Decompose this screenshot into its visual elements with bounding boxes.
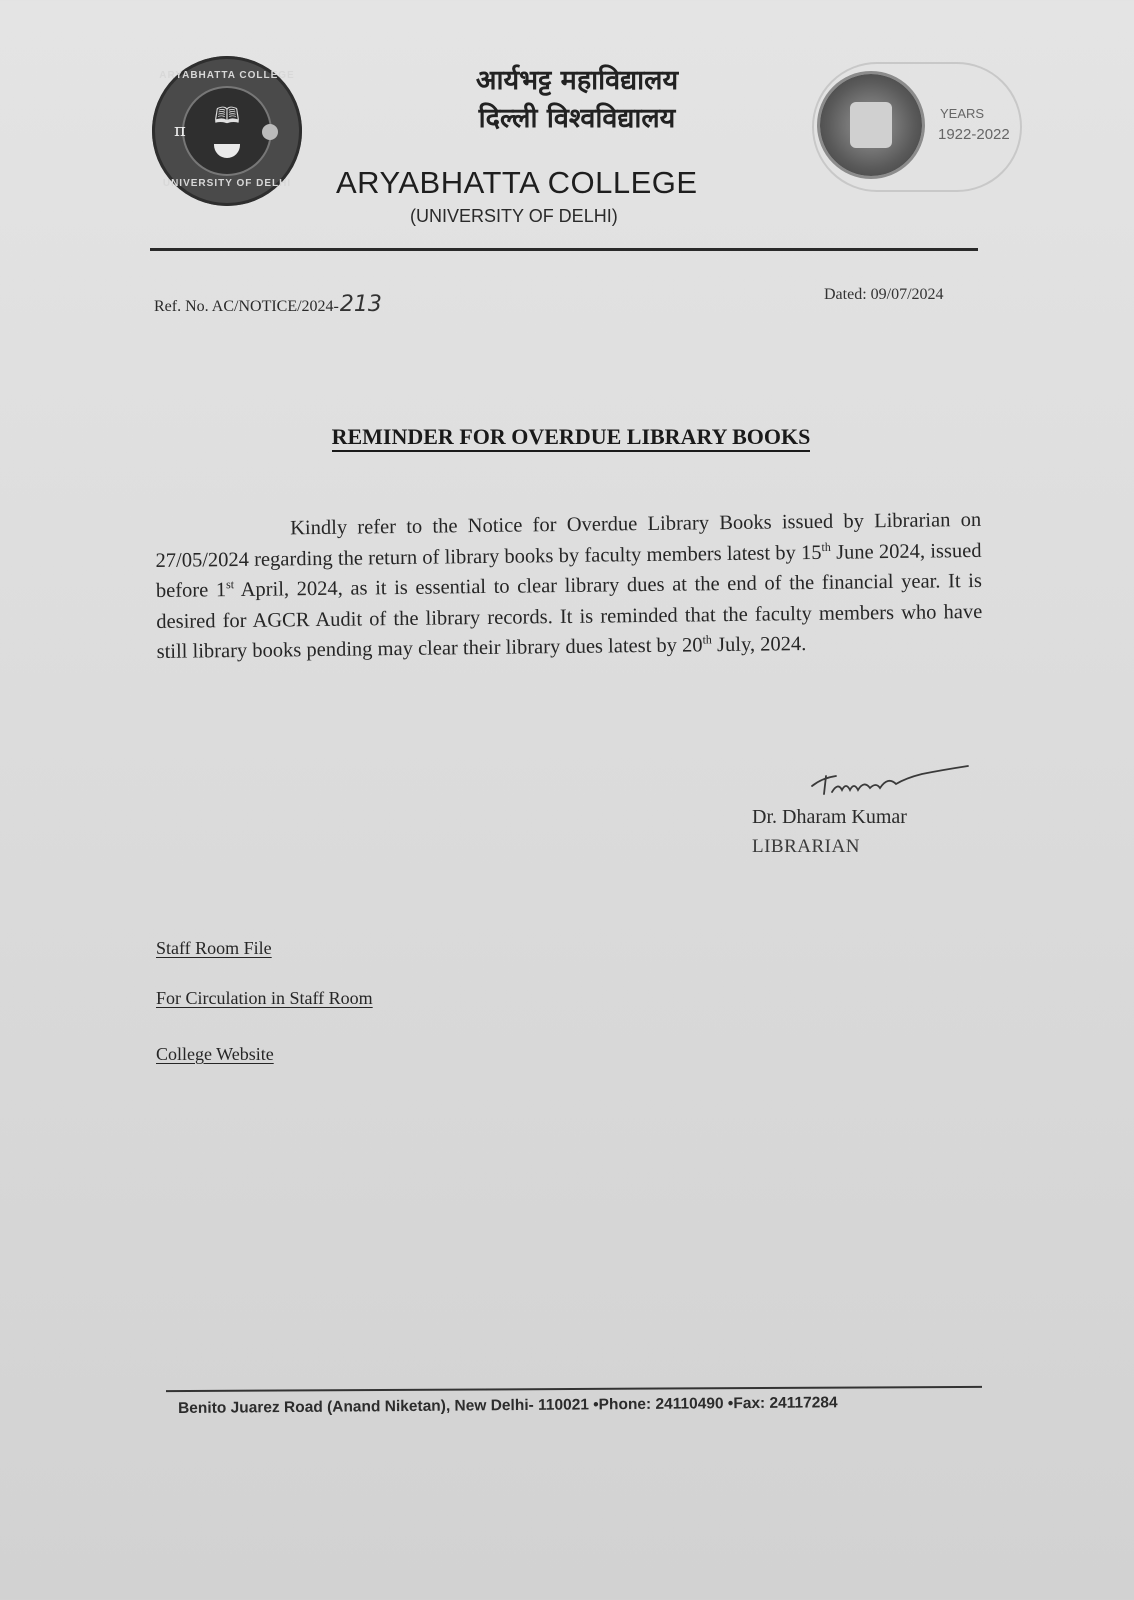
ref-value: AC/NOTICE/2024- (211, 298, 339, 315)
signatory-name: Dr. Dharam Kumar (752, 806, 907, 828)
ref-label: Ref. No. (154, 298, 209, 315)
footer-address: Benito Juarez Road (Anand Niketan), New Delhi- 110021 •Phone: 24110490 •Fax: 24117284 (178, 1394, 838, 1417)
reference-number (154, 292, 382, 317)
pi-symbol: π (174, 120, 186, 141)
logo-ring-text-bottom: UNIVERSITY OF DELHI (162, 178, 292, 189)
body-sup-3: th (702, 632, 712, 647)
hindi-college-name: आर्यभट्ट महाविद्यालय (475, 65, 679, 96)
ref-handwritten-number: 213 (339, 292, 382, 317)
body-sup-1: th (821, 539, 831, 554)
circulation-item-staff-room: For Circulation in Staff Room (156, 988, 373, 1008)
centenary-logo (812, 62, 1022, 192)
dated-label: Dated: (824, 286, 867, 303)
notice-title (0, 424, 1134, 450)
body-part-1: Kindly refer to the Notice for Overdue Library Books issued by Librarian on 27/05/2024 regarding the return of library books by faculty members latest by 15 (155, 508, 982, 572)
dated-value: 09/07/2024 (870, 286, 944, 303)
body-part-2: June 2024, issued before 1 (155, 539, 982, 602)
notice-body (155, 505, 983, 668)
notice-title-text: REMINDER FOR OVERDUE LIBRARY BOOKS (332, 424, 811, 452)
book-icon: 🕮 (214, 104, 240, 129)
university-name: (UNIVERSITY OF DELHI) (410, 206, 618, 226)
body-part-3: April, 2024, as it is essential to clear library dues at the end of the financial year. It is desired for AGCR Audit of the library records. It is reminded that the faculty members who have still library books pending may clear their library dues latest by 20 (156, 569, 983, 663)
signatory-designation: LIBRARIAN (752, 836, 860, 857)
handwritten-signature (792, 764, 992, 804)
notice-date (824, 286, 944, 304)
header-divider (150, 248, 978, 251)
hindi-university-name: दिल्ली विश्वविद्यालय (478, 103, 676, 134)
seal-center (850, 102, 892, 148)
centenary-years-range: 1922-2022 (938, 126, 1010, 143)
circulation-item-staff-room-file: Staff Room File (156, 938, 272, 958)
body-part-4: July, 2024. (711, 633, 807, 657)
college-name: ARYABHATTA COLLEGE (336, 165, 698, 200)
university-seal-icon (820, 74, 922, 176)
centenary-years-label: YEARS (940, 106, 985, 121)
body-sup-2: st (226, 577, 235, 592)
logo-ring-text-top: ARYABHATTA COLLEGE (159, 70, 295, 81)
footer-divider (166, 1386, 982, 1392)
circulation-item-website: College Website (156, 1044, 274, 1064)
